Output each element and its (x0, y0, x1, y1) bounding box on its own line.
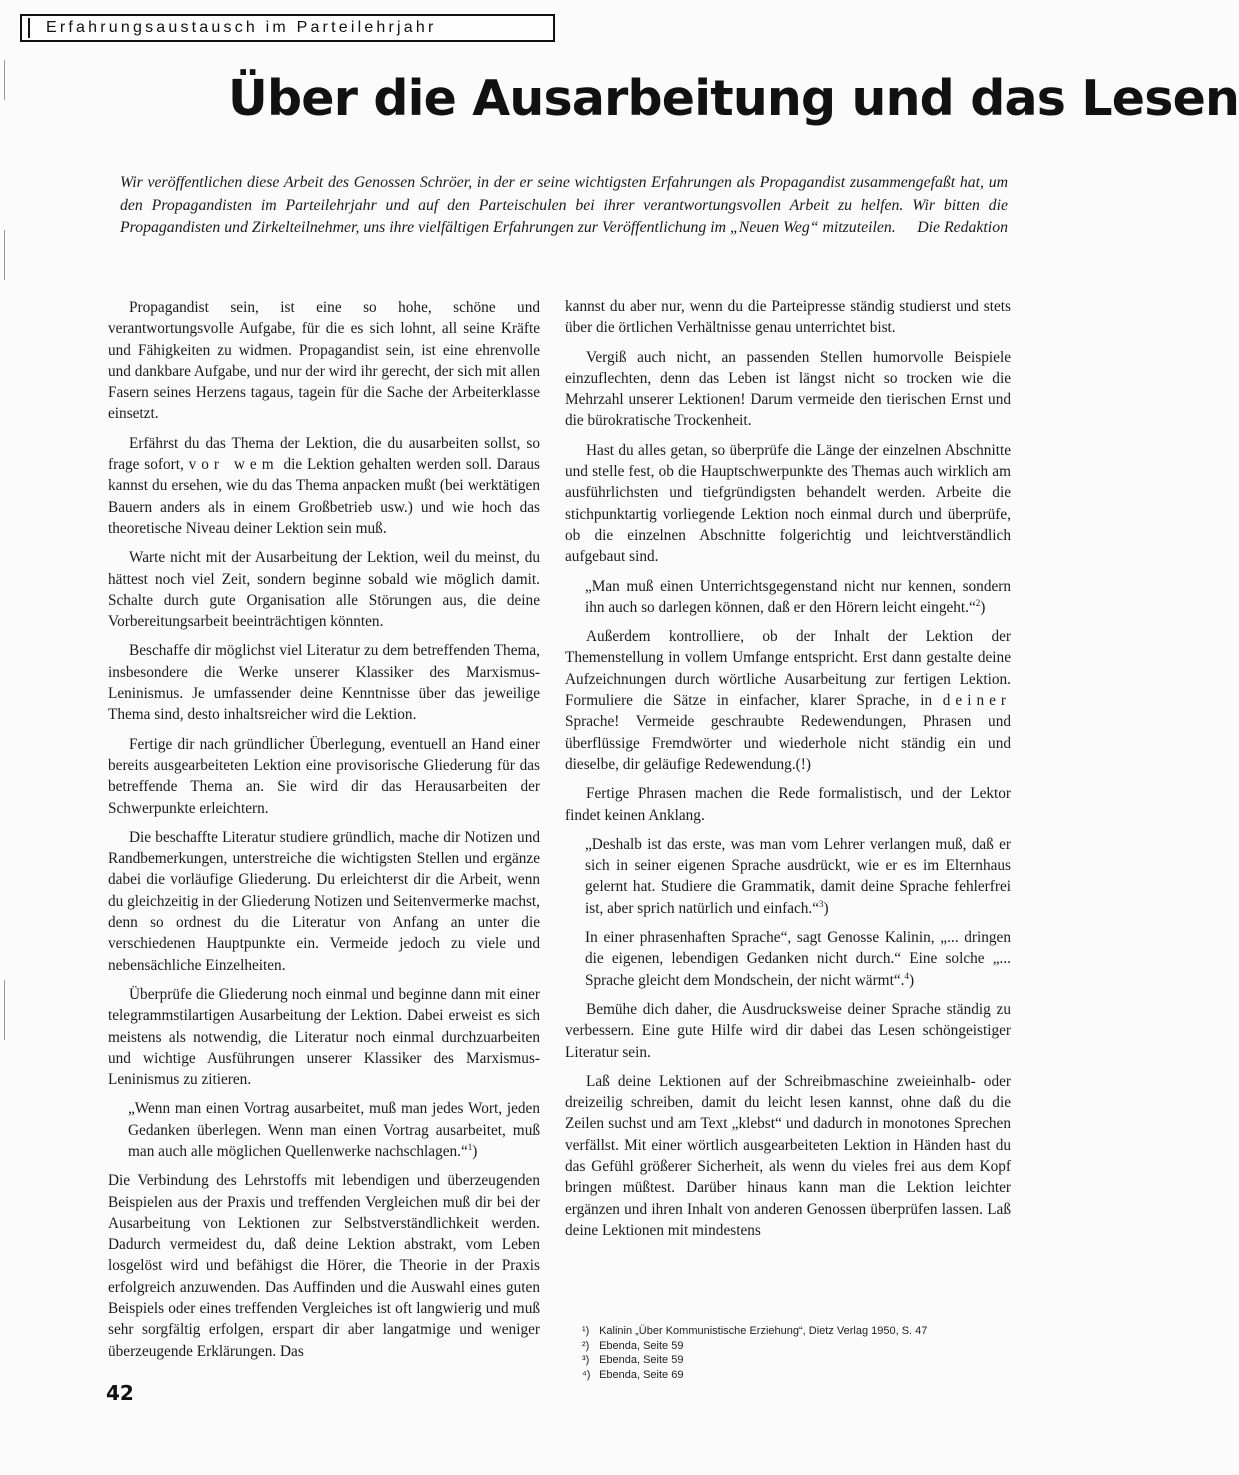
paragraph: Propagandist sein, ist eine so hohe, schöne und verantwortungsvolle Aufgabe, für die es sich lohnt, all seine Kräfte und Fähigkeiten zu widmen. Propagandist sein, ist eine ehrenvolle und dankbare Aufgabe, und nur der wird ihr gerecht, der sich mit allen Fasern seines Herzens tagaus, tagein für die Sache der Arbeiterklasse einsetzt. (108, 299, 540, 423)
footnote-text: Ebenda, Seite 69 (599, 1368, 684, 1381)
paragraph: Fertige Phrasen machen die Rede formalistisch, und der Lektor findet keinen Anklang. (565, 785, 1011, 824)
spaced-emphasis: vor wem (188, 456, 279, 474)
quote-text: „Man muß einen Unterrichtsgegenstand nicht nur kennen, sondern ihn auch so darlegen können, daß er den Hörern leicht eingeht.“ (585, 577, 1011, 616)
text-span: Außerdem kontrolliere, ob der Inhalt der Lektion der Themenstellung in vollem Umfange entspricht. Erst dann gestalte deine Aufzeichnungen durch wörtliche Ausarbeitung zur fertigen Lektion. Formuliere die Sätze in einfacher, klarer Sprache, in (565, 628, 1011, 710)
footnote-ref: 3 (819, 898, 824, 909)
quote-text: „Deshalb ist das erste, was man vom Lehrer verlangen muß, daß er sich in seiner eigenen Sprache ausdrückt, wie er es im Elternhaus gelernt hat. Studiere die Grammatik, damit deine Sprache fehlerfrei ist, aber sprich natürlich und einfach.“ (585, 835, 1011, 917)
header-box-divider (28, 18, 30, 38)
footnote-mark: ¹) (582, 1325, 590, 1337)
footnote-text: Kalinin „Über Kommunistische Erziehung“, Dietz Verlag 1950, S. 47 (599, 1325, 928, 1337)
paragraph: Laß deine Lektionen auf der Schreibmaschine zweieinhalb- oder dreizeilig schreiben, damit du leicht lesen kannst, ohne daß du die Zeilen suchst und am Text „klebst“ und dadurch in monotones Sprechen verfällst. Mit einer wörtlich ausgearbeiteten Lektion in Händen hast du das Gefühl größerer Sicherheit, als wenn du vieles frei aus dem Kopf bringen müßtest. Darüber hinaus kann man die Lektion leichter ergänzen und ihren Inhalt von anderen Genossen überprüfen lassen. Laß deine Lektionen mit mindestens (565, 1072, 1011, 1239)
section-header-box (20, 14, 555, 42)
paragraph (565, 626, 1011, 775)
paragraph: Fertige dir nach gründlicher Überlegung, eventuell an Hand einer bereits ausgearbeiteten Lektion eine provisorische Gliederung für das betreffende Thema an. Sie wird dir das Herausarbeiten der Schwerpunkte erleichtern. (108, 735, 540, 817)
footnotes (582, 1324, 1022, 1382)
block-quote: In einer phrasenhaften Sprache“, sagt Genosse Kalinin, „... dringen die eigenen, lebendigen Gedanken nicht durch.“ Eine solche „... Sprache gleicht dem Mondschein, der nicht wärmt“.$^4$) (585, 929, 1011, 989)
block-quote: „Deshalb ist das erste, was man vom Lehrer verlangen muß, daß er sich in seiner eigenen Sprache ausdrückt, wie er es im Elternhaus gelernt hat. Studiere die Grammatik, damit deine Sprache fehlerfrei ist, aber sprich natürlich und einfach.“$^3$) (585, 835, 1011, 917)
footnote-ref: 2 (975, 597, 981, 608)
footnote-ref: 4 (904, 970, 909, 981)
scan-edge-mark (4, 60, 5, 100)
paragraph: Die Verbindung des Lehrstoffs mit lebendigen und überzeugenden Beispielen aus der Praxis und treffenden Vergleichen muß dir bei der Ausarbeitung von Lektionen zur Selbstverständlichkeit werden. Dadurch vermeidest du, daß deine Lektion abstrakt, vom Leben losgelöst wird und befähigst die Hörer, die Theorie in der Praxis erfolgreich anzuwenden. Das Auffinden und die Auswahl eines guten Beispiels oder eines treffenden Vergleiches ist oft langwierig und muß sehr sorgfältig erfolgen, erspart dir aber langatmige und weniger überzeugende Erklärungen. Das (108, 1172, 540, 1360)
footnote-mark: ²) (582, 1339, 590, 1352)
text-span: Sprache! Vermeide geschraubte Redewendungen, Phrasen und überflüssige Fremdwörter und wiederhole nicht ständig ein und dieselbe, dir geläufige Redewendung.(!) (565, 713, 1011, 773)
paragraph: Die beschaffte Literatur studiere gründlich, mache dir Notizen und Randbemerkungen, unterstreiche die wichtigsten Stellen und ergänze dabei die vorläufige Gliederung. Du erleichterst dir die Arbeit, wenn du gleichzeitig in der Gliederung Notizen und Seitenvermerke machst, denn so ordnest du die Literatur von Anfang an unter die verschiedenen Hauptpunkte ein. Vermeide jedoch zu viele und nebensächliche Einzelheiten. (108, 828, 540, 974)
right-column (565, 296, 1011, 1249)
footnote (582, 1324, 1022, 1339)
spaced-emphasis: deiner (942, 692, 1011, 710)
section-label: Erfahrungsaustausch im Parteilehrjahr (46, 19, 437, 36)
paragraph: Vergiß auch nicht, an passenden Stellen humorvolle Beispiele einzuflechten, denn das Leben ist längst nicht so trocken wie die Mehrzahl unserer Lektionen! Darum vermeide den tierischen Ernst und die bürokratische Trockenheit. (565, 348, 1011, 430)
intro-signature: Die Redaktion (917, 219, 1008, 237)
article-title: Über die Ausarbeitung und das Lesen (228, 70, 1239, 127)
footnote (582, 1339, 1022, 1354)
footnote (582, 1368, 1022, 1383)
footnote-mark: ³) (582, 1354, 590, 1367)
scan-edge-mark (4, 230, 5, 280)
footnote-mark: ⁴) (582, 1368, 591, 1381)
paragraph (108, 433, 540, 539)
intro-text: Wir veröffentlichen diese Arbeit des Genossen Schröer, in der er seine wichtigsten Erfahrungen als Propagandist zusammengefaßt hat, um den Propagandisten im Parteilehrjahr und auf den Parteischulen bei ihrer verantwortungsvollen Arbeit zu helfen. Wir bitten die Propagandisten und Zirkelteilnehmer, uns ihre vielfältigen Erfahrungen zur Veröffentlichung im „Neuen Weg“ mitzuteilen. (120, 174, 1008, 237)
footnote-ref: 1 (467, 1141, 473, 1152)
paragraph: Überprüfe die Gliederung noch einmal und beginne dann mit einer telegrammstilartigen Ausarbeitung der Lektion. Dabei erweist es sich meistens als notwendig, die Literatur noch einmal durchzuarbeiten und wichtige Ausführungen unserer Klassiker des Marxismus-Leninismus zu zitieren. (108, 985, 540, 1089)
footnote (582, 1353, 1022, 1368)
footnote-text: Ebenda, Seite 59 (599, 1339, 684, 1352)
page-number: 42 (106, 1381, 134, 1405)
editorial-intro (120, 172, 1008, 240)
block-quote: „Man muß einen Unterrichtsgegenstand nicht nur kennen, sondern ihn auch so darlegen können, daß er den Hörern leicht eingeht.“$^2$) (585, 577, 1011, 616)
quote-text: In einer phrasenhaften Sprache“, sagt Genosse Kalinin, „... dringen die eigenen, lebendigen Gedanken nicht durch.“ Eine solche „... Sprache gleicht dem Mondschein, der nicht wärmt“. (585, 929, 1011, 989)
scan-edge-mark (4, 980, 5, 1040)
footnote-text: Ebenda, Seite 59 (599, 1354, 684, 1367)
left-column (108, 297, 540, 1370)
paragraph: Bemühe dich daher, die Ausdrucksweise deiner Sprache ständig zu verbessern. Eine gute Hilfe wird dir dabei das Lesen schöngeistiger Literatur sein. (565, 1000, 1011, 1061)
block-quote: „Wenn man einen Vortrag ausarbeitet, muß man jedes Wort, jeden Gedanken überlegen. Wenn man einen Vortrag ausarbeitet, muß man auch alle möglichen Quellenwerke nachschlagen.“$^1$) (128, 1100, 540, 1160)
quote-text: „Wenn man einen Vortrag ausarbeitet, muß man jedes Wort, jeden Gedanken überlegen. Wenn man einen Vortrag ausarbeitet, muß man auch alle möglichen Quellenwerke nachschlagen.“ (128, 1100, 540, 1160)
paragraph: Hast du alles getan, so überprüfe die Länge der einzelnen Abschnitte und stelle fest, ob die Hauptschwerpunkte des Themas auch wirklich am ausführlichsten und tiefgründigsten behandelt werden. Arbeite die stichpunktartig vorliegende Lektion noch einmal durch und überprüfe, ob die einzelnen Abschnitte folgerichtig und leichtverständlich aufgebaut sind. (565, 441, 1011, 566)
paragraph: Warte nicht mit der Ausarbeitung der Lektion, weil du meinst, du hättest noch viel Zeit, sondern beginne sobald wie möglich damit. Schalte durch gute Organisation alle Störungen aus, die deine Vorbereitungsarbeit beeinträchtigen könnten. (108, 549, 540, 631)
paragraph: Beschaffe dir möglichst viel Literatur zu dem betreffenden Thema, insbesondere die Werke unserer Klassiker des Marxismus-Leninismus. Je umfassender deine Kenntnisse über das jeweilige Thema sind, desto inhaltsreicher wird die Lektion. (108, 642, 540, 724)
paragraph: kannst du aber nur, wenn du die Parteipresse ständig studierst und stets über die örtlichen Verhältnisse genau unterrichtet bist. (565, 298, 1011, 337)
text-span: Erfährst du das Thema der Lektion, die du ausarbeiten sollst, so frage sofort, (108, 434, 540, 474)
text-span: die Lektion gehalten werden soll. Daraus kannst du ersehen, wie du das Thema anpacken mußt (bei werktätigen Bauern anders als in einem Großbetrieb usw.) und wie hoch das theoretische Niveau deiner Lektion sein muß. (108, 456, 540, 537)
